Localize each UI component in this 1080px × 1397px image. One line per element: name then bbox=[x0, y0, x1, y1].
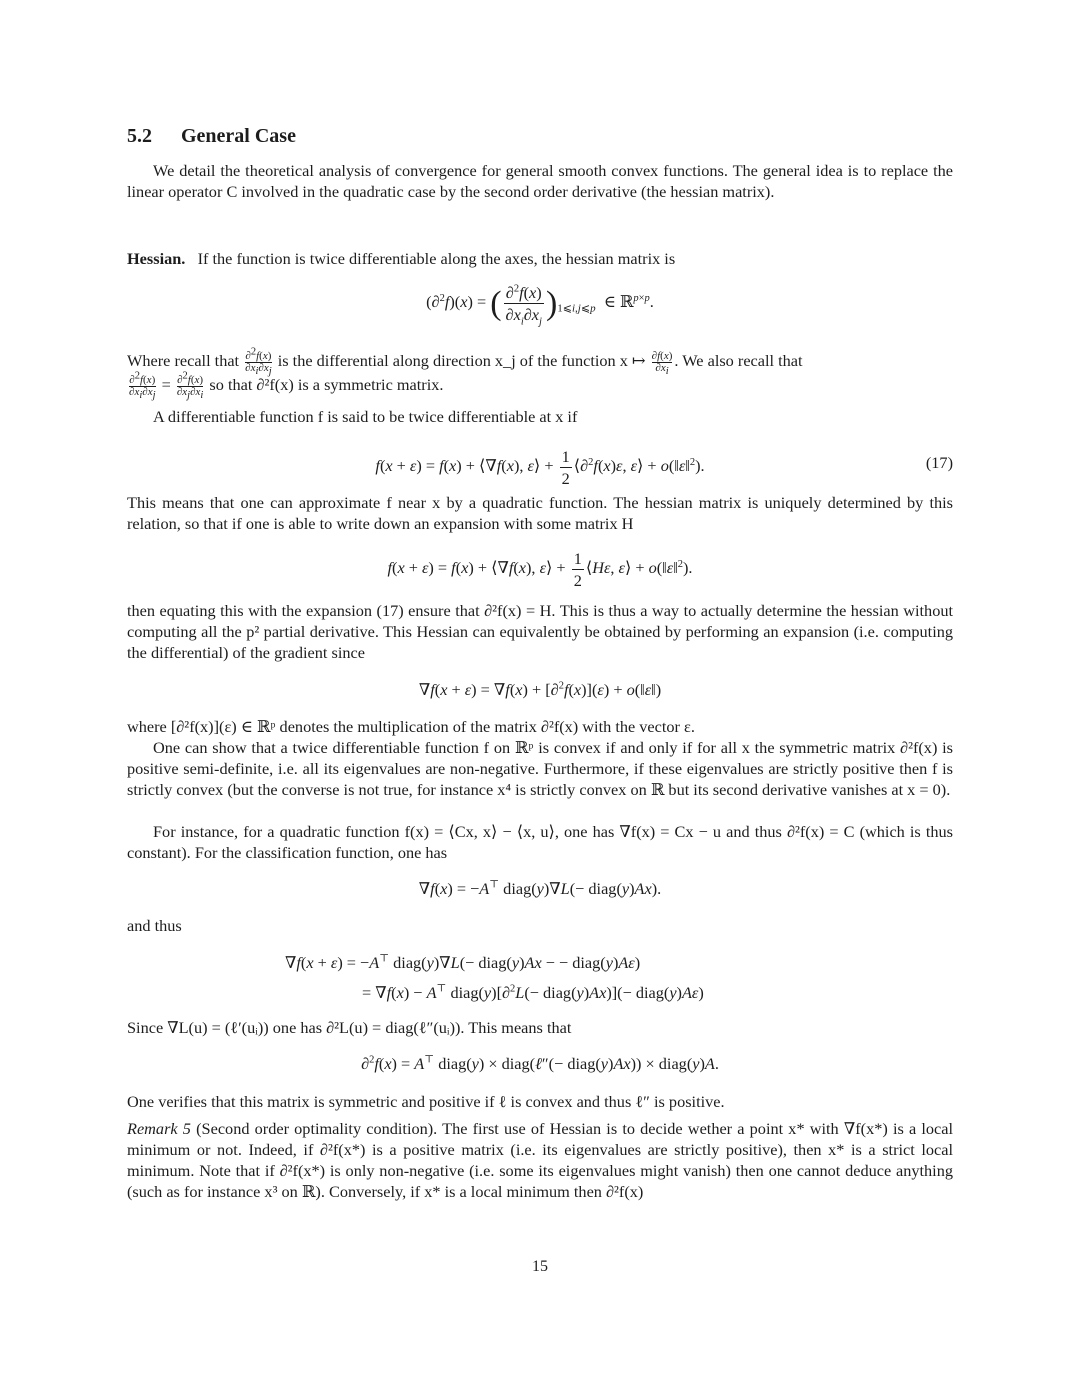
and-thus-text: and thus bbox=[127, 916, 182, 935]
section-heading bbox=[127, 126, 296, 147]
page-number: 15 bbox=[532, 1258, 548, 1275]
classification-expansion-line2: = ∇f(x) − A⊤ diag(y)[∂$^2$L(− diag(y)Ax)](− diag(y)Aε) bbox=[362, 983, 704, 1002]
where-paragraph: Where recall that $\frac{\partial^2f(x)}{\partial x_i\partial x_j}$ is the differential along direction x_j of the function x ↦ $\frac{\partial f(x)}{\partial x_i}$ . We also recall that $\frac{\partial^2f(x)}{\partial x_i\partial x_j}$ = $\frac{\partial^2f(x)}{\partial x_j\partial x_i}$ so that ∂²f(x) is a symmetric matrix. bbox=[127, 346, 803, 401]
gradient-expansion-equation: ∇f(x + ε) = ∇f(x) + [∂$^2$f(x)](ε) + o(‖ε‖) bbox=[418, 680, 662, 699]
section-title: General Case bbox=[181, 125, 296, 147]
convexity-paragraph: One can show that a twice differentiable function f on ℝᵖ is convex if and only if for all x the symmetric matrix ∂²f(x) is positive semi-definite, i.e. all its eigenvalues are non-negative. Furthermore, if these eigenvalues are strictly positive then f is strictly convex (but the converse is not true, for instance x⁴ is strictly convex on ℝ but its second derivative vanishes at x = 0). bbox=[127, 738, 953, 799]
where-text-b: is the differential along direction x_j of the function x ↦ bbox=[277, 351, 646, 370]
approx-paragraph: This means that one can approximate f near x by a quadratic function. The hessian matrix is uniquely determined by this relation, so that if one is able to write down an expansion with some matrix H bbox=[127, 493, 953, 533]
hessian-paragraph bbox=[127, 248, 953, 269]
multiplication-paragraph: where [∂²f(x)](ε) ∈ ℝᵖ denotes the multiplication of the matrix ∂²f(x) with the vector ε. bbox=[127, 717, 695, 736]
since-paragraph: Since ∇L(u) = (ℓ′(uᵢ)) one has ∂²L(u) = diag(ℓ″(uᵢ)). This means that bbox=[127, 1018, 572, 1037]
gradient-classification-equation: ∇f(x) = −A⊤ diag(y)∇L(− diag(y)Ax). bbox=[418, 879, 662, 898]
twice-diff-paragraph: A differentiable function f is said to be twice differentiable at x if bbox=[153, 407, 578, 426]
equation-number: (17) bbox=[925, 453, 953, 472]
hessian-equation: (∂$^2$f)(x) = ( $\frac{\partial^2f(x)}{\partial x_i\partial x_j}$ )$_{1⩽i,j⩽p}$ ∈ ℝ$^{p\times p}$. bbox=[426, 283, 654, 328]
equation-17: f(x + ε) = f(x) + ⟨∇f(x), ε⟩ + $\frac{1}{2}$ ⟨∂$^2$f(x)ε, ε⟩ + o(‖ε‖$^2$). (17) bbox=[375, 447, 953, 488]
hessian-heading: Hessian. bbox=[127, 249, 186, 268]
where-text-a: Where recall that bbox=[127, 351, 240, 370]
hessian-text: If the function is twice differentiable along the axes, the hessian matrix is bbox=[197, 249, 676, 268]
remark-label: Remark 5 bbox=[127, 1119, 191, 1138]
expansion-equation: f(x + ε) = f(x) + ⟨∇f(x), ε⟩ + $\frac{1}{2}$ ⟨Hε, ε⟩ + o(‖ε‖$^2$). bbox=[387, 549, 693, 590]
hessian-classification-equation: ∂$^2$f(x) = A⊤ diag(y) × diag(ℓ″(− diag(y)Ax)) × diag(y)A. bbox=[361, 1054, 719, 1073]
remark-text: (Second order optimality condition). The first use of Hessian is to decide wether a point x* with ∇f(x*) is a local minimum or not. Indeed, if ∂²f(x*) is a positive matrix (i.e. its eigenvalues are strictly positive), then x* is a strict local minimum. Note that if ∂²f(x*) is only non-negative (i.e. some its eigenvalues might vanish) then one cannot deduce anything (such as for instance x³ on ℝ). Conversely, if x* is a local minimum then ∂²f(x) bbox=[127, 1119, 953, 1201]
classification-expansion-line1: ∇f(x + ε) = −A⊤ diag(y)∇L(− diag(y)Ax − − diag(y)Aε) bbox=[285, 953, 641, 972]
section-number: 5.2 bbox=[127, 125, 152, 147]
remark-paragraph bbox=[127, 1118, 953, 1202]
verify-paragraph: One verifies that this matrix is symmetric and positive if ℓ is convex and thus ℓ″ is positive. bbox=[127, 1092, 725, 1111]
equating-paragraph: then equating this with the expansion (17) ensure that ∂²f(x) = H. This is thus a way to actually determine the hessian without computing all the p² partial derivative. This Hessian can equivalently be obtained by performing an expansion (i.e. computing the differential) of the gradient since bbox=[127, 601, 953, 662]
where-text-d: so that ∂²f(x) is a symmetric matrix. bbox=[209, 374, 444, 394]
where-text-c: . We also recall that bbox=[674, 351, 803, 370]
instance-paragraph: For instance, for a quadratic function f(x) = ⟨Cx, x⟩ − ⟨x, u⟩, one has ∇f(x) = Cx − u and thus ∂²f(x) = C (which is thus constant). For the classification function, one has bbox=[127, 822, 953, 862]
intro-paragraph: We detail the theoretical analysis of convergence for general smooth convex functions. The general idea is to replace the linear operator C involved in the quadratic case by the second order derivative (the hessian matrix). bbox=[127, 161, 953, 201]
